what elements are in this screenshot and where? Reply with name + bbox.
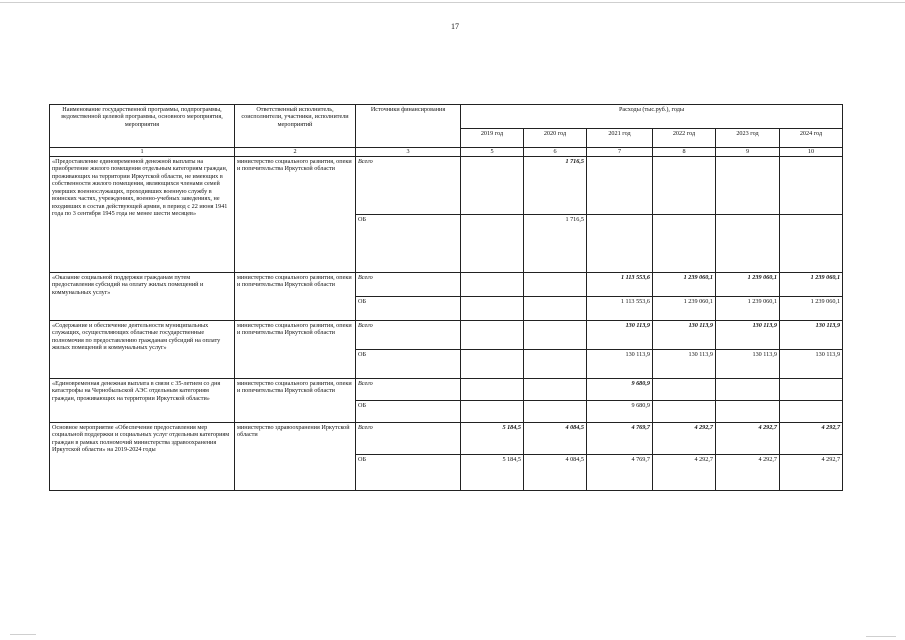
- activity-executor: министерство здравоохранения Иркутской области: [235, 423, 356, 491]
- table-row: [50, 379, 843, 401]
- value-cell: 4 084,5: [524, 423, 587, 455]
- column-number: 8: [653, 148, 716, 157]
- value-cell: [716, 215, 780, 273]
- value-cell: [461, 297, 524, 321]
- value-cell: [716, 401, 780, 423]
- value-cell: 4 292,7: [716, 423, 780, 455]
- funding-source: Всего: [356, 157, 461, 215]
- header-year: 2023 год: [716, 129, 780, 148]
- column-number: 3: [356, 148, 461, 157]
- scan-edge-mark: [866, 636, 896, 637]
- value-cell: [780, 215, 843, 273]
- value-cell: 130 113,9: [780, 350, 843, 379]
- header-name: Наименование государственной программы, подпрограммы, ведомственной целевой программы, основного мероприятия, мероприятия: [50, 105, 235, 148]
- value-cell: 4 292,7: [780, 423, 843, 455]
- table-row: [50, 321, 843, 350]
- activity-name: «Предоставление единовременной денежной выплаты на приобретение жилого помещения отдельным категориям граждан, проживающих на территории Иркутской области, не имеющих в собственности жилого помещения, являющихся членами семей умерших военнослужащих, проходивших военную службу в воинских частях, учреждениях, военно-учебных заведениях, не входивших в состав действующей армии, в период с 22 июня 1941 года по 3 сентября 1945 года не менее шести месяцев»: [50, 157, 235, 273]
- value-cell: [653, 379, 716, 401]
- value-cell: 4 292,7: [653, 455, 716, 491]
- column-number: 2: [235, 148, 356, 157]
- activity-name: Основное мероприятие «Обеспечение предоставления мер социальной поддержки и социальных услуг отдельным категориям граждан в рамках полномочий министерства здравоохранения Иркутской области» на 2019-2024 годы: [50, 423, 235, 491]
- value-cell: [653, 215, 716, 273]
- value-cell: 4 769,7: [587, 455, 653, 491]
- value-cell: 130 113,9: [653, 321, 716, 350]
- funding-source: Всего: [356, 423, 461, 455]
- header-year: 2022 год: [653, 129, 716, 148]
- value-cell: [461, 350, 524, 379]
- funding-source: Всего: [356, 321, 461, 350]
- value-cell: 4 769,7: [587, 423, 653, 455]
- value-cell: 130 113,9: [716, 350, 780, 379]
- column-number: 6: [524, 148, 587, 157]
- value-cell: 130 113,9: [587, 321, 653, 350]
- header-year: 2019 год: [461, 129, 524, 148]
- value-cell: [716, 379, 780, 401]
- value-cell: 5 184,5: [461, 455, 524, 491]
- page-number: 17: [451, 22, 459, 31]
- expenses-table: [49, 104, 843, 491]
- value-cell: 1 113 553,6: [587, 273, 653, 297]
- activity-name: «Единовременная денежная выплата в связи с 35-летием со дня катастрофы на Чернобыльской АЭС отдельным категориям граждан, проживающих на территории Иркутской области»: [50, 379, 235, 423]
- activity-name: «Оказание социальной поддержки гражданам путем предоставления субсидий на оплату жилых помещений и коммунальных услуг»: [50, 273, 235, 321]
- value-cell: [461, 401, 524, 423]
- value-cell: 1 716,5: [524, 215, 587, 273]
- value-cell: [587, 157, 653, 215]
- value-cell: [524, 350, 587, 379]
- funding-source: Всего: [356, 379, 461, 401]
- value-cell: [524, 273, 587, 297]
- value-cell: 1 239 060,1: [780, 273, 843, 297]
- funding-source: ОБ: [356, 215, 461, 273]
- table-row: [50, 157, 843, 215]
- value-cell: 9 680,9: [587, 401, 653, 423]
- scan-edge-mark: [10, 634, 36, 635]
- value-cell: [587, 215, 653, 273]
- value-cell: 130 113,9: [780, 321, 843, 350]
- value-cell: 1 716,5: [524, 157, 587, 215]
- value-cell: [524, 401, 587, 423]
- column-number: 10: [780, 148, 843, 157]
- header-year: 2021 год: [587, 129, 653, 148]
- value-cell: 5 184,5: [461, 423, 524, 455]
- value-cell: [780, 401, 843, 423]
- value-cell: [461, 273, 524, 297]
- value-cell: 130 113,9: [716, 321, 780, 350]
- activity-name: «Содержание и обеспечение деятельности муниципальных служащих, осуществляющих областные государственные полномочия по предоставлению гражданам субсидий на оплату жилых помещений и коммунальных услуг»: [50, 321, 235, 379]
- value-cell: [780, 157, 843, 215]
- header-year: 2024 год: [780, 129, 843, 148]
- activity-executor: министерство социального развития, опеки и попечительства Иркутской области: [235, 273, 356, 321]
- value-cell: 1 239 060,1: [716, 273, 780, 297]
- funding-source: ОБ: [356, 455, 461, 491]
- value-cell: [780, 379, 843, 401]
- value-cell: 4 084,5: [524, 455, 587, 491]
- table-row: [50, 423, 843, 455]
- header-expenses: Расходы (тыс.руб.), годы: [461, 105, 843, 129]
- column-number: 9: [716, 148, 780, 157]
- value-cell: 9 680,9: [587, 379, 653, 401]
- column-number: 5: [461, 148, 524, 157]
- value-cell: 1 239 060,1: [780, 297, 843, 321]
- value-cell: [461, 215, 524, 273]
- value-cell: 4 292,7: [653, 423, 716, 455]
- value-cell: 1 113 553,6: [587, 297, 653, 321]
- value-cell: [461, 321, 524, 350]
- value-cell: 4 292,7: [780, 455, 843, 491]
- value-cell: [653, 157, 716, 215]
- value-cell: 130 113,9: [653, 350, 716, 379]
- funding-source: ОБ: [356, 297, 461, 321]
- value-cell: [524, 379, 587, 401]
- value-cell: [524, 297, 587, 321]
- header-year: 2020 год: [524, 129, 587, 148]
- value-cell: [524, 321, 587, 350]
- header-source: Источники финансирования: [356, 105, 461, 148]
- column-number: 7: [587, 148, 653, 157]
- activity-executor: министерство социального развития, опеки и попечительства Иркутской области: [235, 379, 356, 423]
- activity-executor: министерство социального развития, опеки и попечительства Иркутской области: [235, 321, 356, 379]
- value-cell: 130 113,9: [587, 350, 653, 379]
- column-number: 1: [50, 148, 235, 157]
- value-cell: [461, 157, 524, 215]
- funding-source: ОБ: [356, 350, 461, 379]
- funding-source: Всего: [356, 273, 461, 297]
- table-row: [50, 273, 843, 297]
- value-cell: 1 239 060,1: [653, 297, 716, 321]
- scan-edge-line: [0, 2, 905, 3]
- funding-source: ОБ: [356, 401, 461, 423]
- value-cell: 4 292,7: [716, 455, 780, 491]
- activity-executor: министерство социального развития, опеки и попечительства Иркутской области: [235, 157, 356, 273]
- value-cell: [716, 157, 780, 215]
- value-cell: 1 239 060,1: [653, 273, 716, 297]
- value-cell: [461, 379, 524, 401]
- value-cell: [653, 401, 716, 423]
- value-cell: 1 239 060,1: [716, 297, 780, 321]
- header-executor: Ответственный исполнитель, соисполнители, участники, исполнители мероприятий: [235, 105, 356, 148]
